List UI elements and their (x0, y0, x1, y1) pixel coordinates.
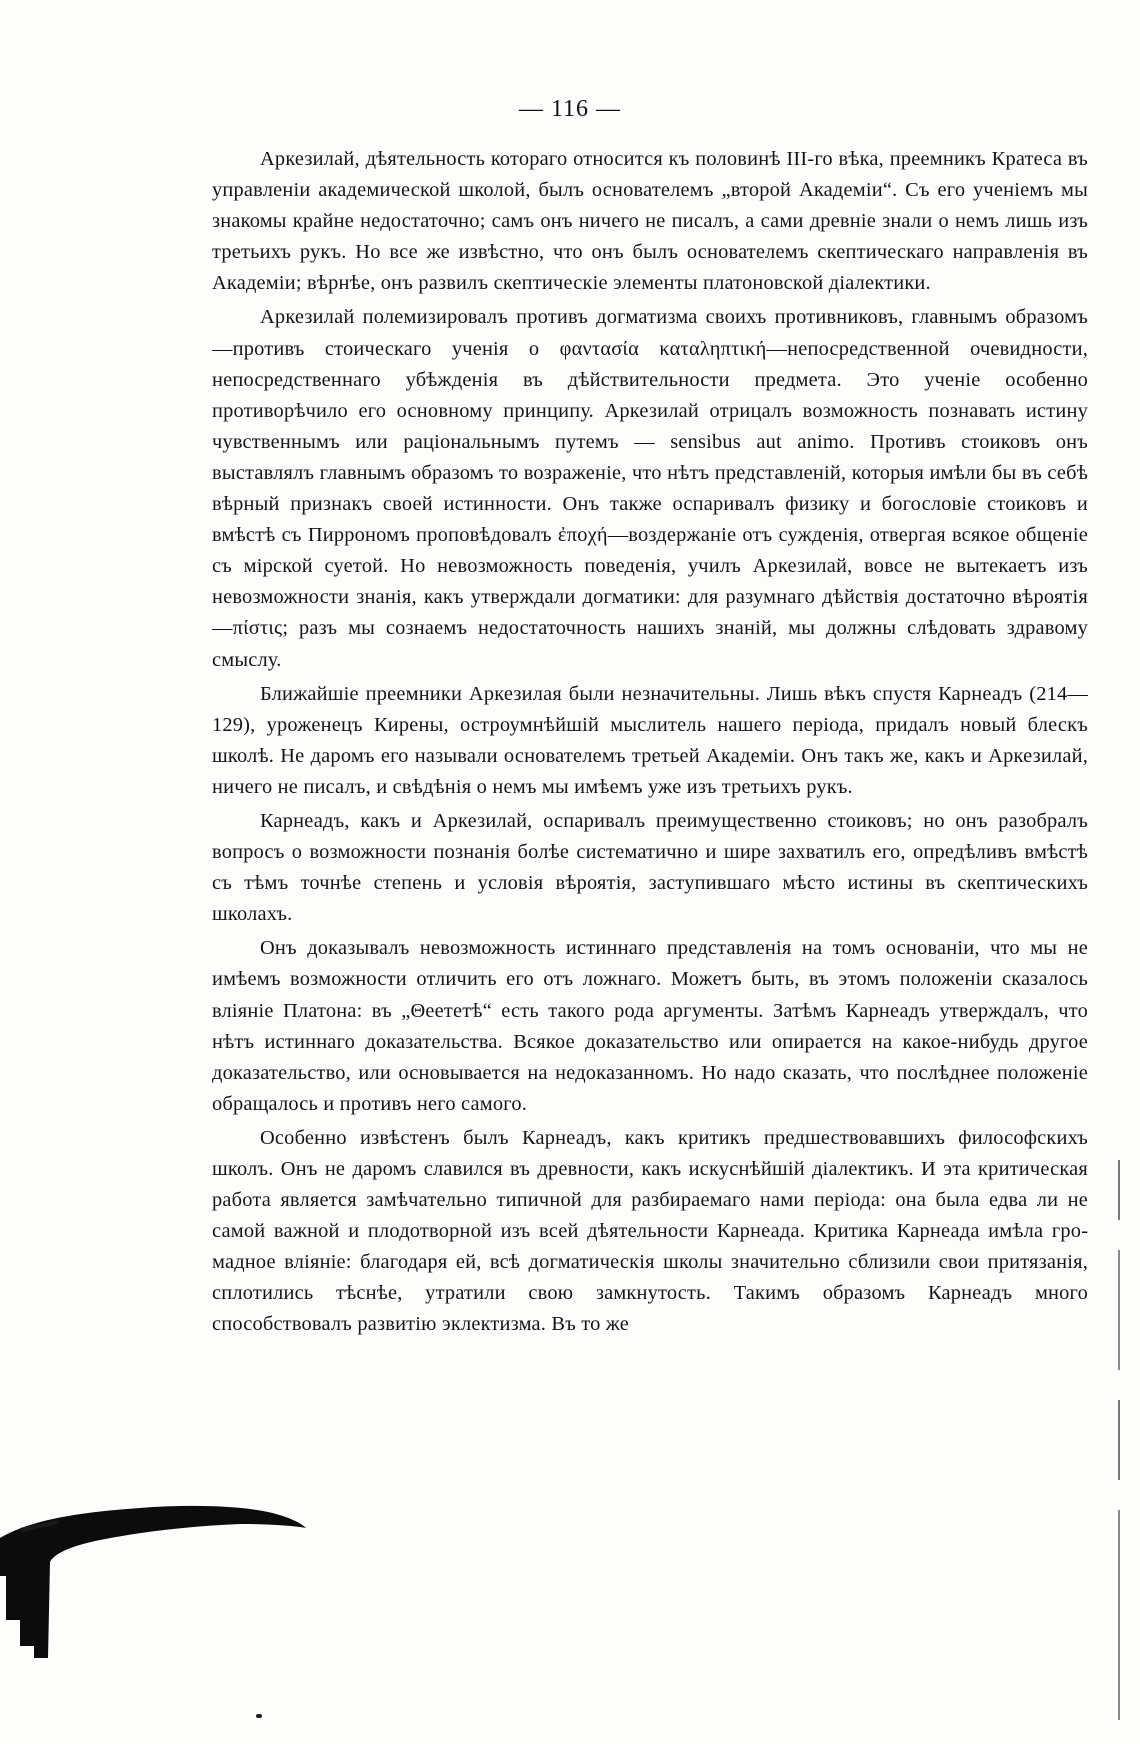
ink-blot-scan-artifact (0, 1498, 310, 1658)
paragraph-6: Особенно извѣстенъ былъ Карнеадъ, какъ критикъ предшествовавшихъ философскихъ школъ. Онъ не даромъ славился въ древности, какъ искуснѣйшій діалектикъ. И эта критическая работа является замѣчательно типичной для разбираемаго нами періода: она была едва ли не самой важной и плодотворной изъ всей дѣятельности Карнеада. Критика Карнеада имѣла громадное вліяніе: благодаря ей, всѣ догматическія школы значительно сблизили свои притязанія, сплотились тѣснѣе, утратили свою замкнутость. Такимъ образомъ Карнеадъ много способствовалъ развитію эклектизма. Въ то же (212, 1126, 1088, 1336)
paragraph-2: Аркезилай полемизировалъ противъ догматизма своихъ противниковъ, главнымъ образомъ—противъ стоическаго ученія о φαντασία καταληπτική—непосредственной очевидности, непосредственнаго убѣжденія въ дѣйствительности предмета. Это ученіе особенно противорѣчило его основному принципу. Аркезилай отрицалъ возможность познавать истину чувственнымъ или раціональнымъ путемъ — sensibus aut animo. Противъ стоиковъ онъ выставлялъ главнымъ образомъ то возраженіе, что нѣтъ представленій, которыя имѣли бы въ себѣ вѣрный признакъ своей истинности. Онъ также оспаривалъ физику и богословіе стоиковъ и вмѣстѣ съ Пиррономъ проповѣдовалъ ἐποχή—воздержаніе отъ сужденія, отвергая всякое общеніе съ мірской суетой. Но невозможность поведенія, училъ Аркезилай, вовсе не вытекаетъ изъ невозможности знанія, какъ утверждали догматики: для разумнаго дѣйствія достаточно вѣроятія—πίστις; разъ мы сознаемъ недостаточность нашихъ знаній, мы должны слѣдовать здравому смыслу. (212, 306, 1088, 671)
stray-ink-dot (256, 1714, 262, 1718)
paragraph-4: Карнеадъ, какъ и Аркезилай, оспаривалъ преимущественно стоиковъ; но онъ разобралъ вопросъ о возможности познанія болѣе систематично и шире захватилъ его, опредѣливъ вмѣстѣ съ тѣмъ точнѣе степень и условія вѣроятія, заступившаго мѣсто истины въ скептическихъ школахъ. (212, 809, 1088, 926)
body-text (212, 144, 1088, 1341)
paragraph-1: Аркезилай, дѣятельность котораго относится къ половинѣ III-го вѣка, преемникъ Кратеса въ управленіи академической школой, былъ основателемъ „второй Академіи“. Съ его ученіемъ мы знакомы крайне недостаточно; самъ онъ ничего не писалъ, а сами древніе знали о немъ лишь изъ третьихъ рукъ. Но все же извѣстно, что онъ былъ основателемъ скептическаго направленія въ Академіи; вѣрнѣе, онъ развилъ скептическіе элементы платоновской діалектики. (212, 148, 1088, 295)
page-edge-line (1118, 1160, 1120, 1720)
paragraph-5: Онъ доказывалъ невозможность истиннаго представленія на томъ основаніи, что мы не имѣемъ возможности отличить его отъ ложнаго. Можетъ быть, въ этомъ положеніи сказалось вліяніе Платона: въ „Θеететѣ“ есть такого рода аргументы. Затѣмъ Карнеадъ утверждалъ, что нѣтъ истиннаго доказательства. Всякое доказательство или опирается на какое-нибудь другое доказательство, или основывается на недоказанномъ. Но надо сказать, что послѣднее положеніе обращалось и противъ него самого. (212, 937, 1088, 1115)
page-number: — 116 — (518, 96, 622, 122)
paragraph-3: Ближайшіе преемники Аркезилая были незначительны. Лишь вѣкъ спустя Карнеадъ (214—129), уроженецъ Кирены, остроумнѣйшій мыслитель нашего періода, придалъ новый блескъ школѣ. Не даромъ его называли основателемъ третьей Академіи. Онъ такъ же, какъ и Аркезилай, ничего не писалъ, и свѣдѣнія о немъ мы имѣемъ уже изъ третьихъ рукъ. (212, 682, 1088, 798)
